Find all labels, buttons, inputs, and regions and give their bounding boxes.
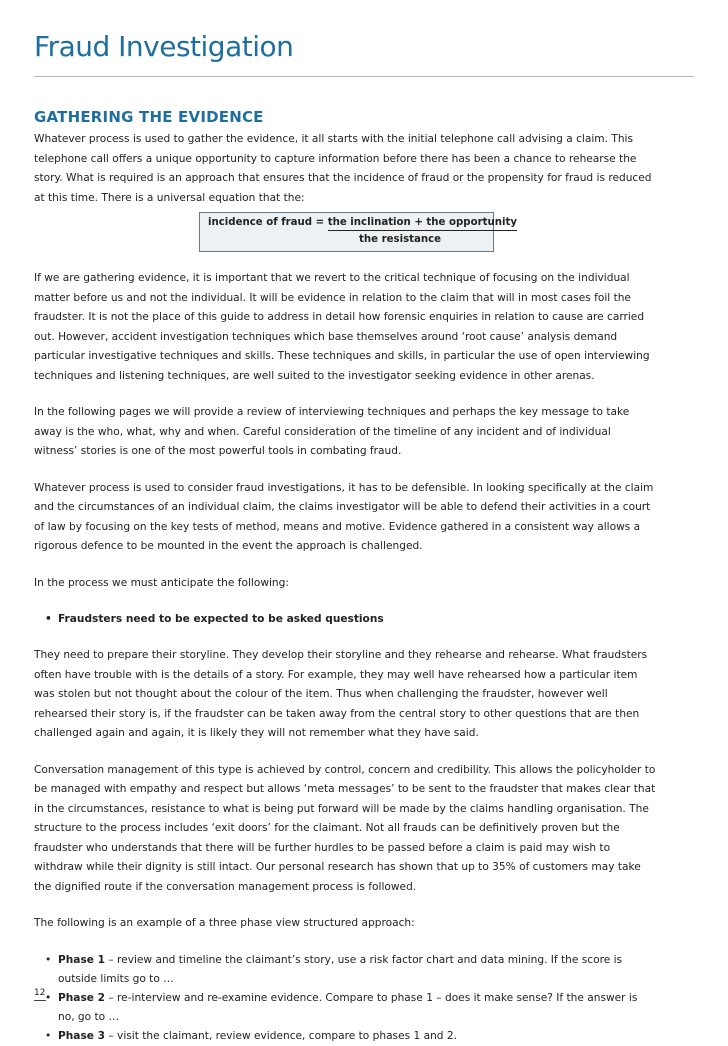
page-number: 12: [34, 988, 46, 998]
fraud-equation-box: [199, 212, 517, 252]
main-content: [34, 108, 656, 1046]
equation-numerator: the inclination + the opportunity: [328, 217, 517, 231]
list-item: [34, 989, 656, 1027]
bullet-icon: •: [45, 991, 52, 1004]
phase-label: Phase 3: [58, 1029, 106, 1042]
paragraph-defensible: Whatever process is used to consider fraud investigations, it has to be defensible. In looking specifically at the claim and the circumstances of an individual claim, the claims investigator will be able to defend their activities in a court of law by focusing on the key tests of method, means and motive. Evidence gathered in a consistent way allows a rigorous defence to be mounted in the event the approach is challenged.: [34, 481, 654, 552]
paragraph-interviewing: In the following pages we will provide a review of interviewing techniques and perhaps the key message to take away is the who, what, why and when. Careful consideration of the timeline of any incident and of individual witness’ stories is one of the most powerful tools in combating fraud.: [34, 406, 630, 457]
paragraph-storyline: They need to prepare their storyline. They develop their storyline and they rehearse and rehearse. What fraudsters often have trouble with is the details of a story. For example, they may well have rehearsed how a particular item was stolen but not thought about the colour of the item. Thus when challenging the fraudster, however well rehearsed their story is, if the fraudster can be taken away from the central story to other questions that are then challenged again and again, it is likely they will not remember what they have said.: [34, 649, 648, 739]
list-item: [34, 610, 656, 629]
page-number-underline: [34, 1000, 46, 1001]
list-item: [34, 1027, 656, 1046]
equation-denominator: the resistance: [359, 234, 442, 245]
bullet-icon: •: [45, 613, 52, 625]
section-heading: GATHERING THE EVIDENCE: [34, 108, 264, 126]
page-title: Fraud Investigation: [34, 30, 294, 63]
phase-label: Phase 2: [58, 991, 106, 1004]
equation-lhs: incidence of fraud =: [208, 217, 328, 228]
paragraph-conversation-management: Conversation management of this type is achieved by control, concern and credibility. This allows the policyholder to be managed with empathy and respect but allows ‘meta messages’ to be sent to the fraudster that makes clear that in the circumstances, resistance to what is being put forward will be made by the claims handling organisation. The structure to the process includes ‘exit doors’ for the claimant. Not all frauds can be definitively proven but the fraudster who understands that there will be further hurdles to be passed before a claim is paid may wish to withdraw while their dignity is still intact. Our personal research has shown that up to 35% of customers may take the dignified route if the conversation management process is followed.: [34, 763, 656, 893]
list-item: [34, 951, 656, 989]
phase-text: – re-interview and re-examine evidence. Compare to phase 1 – does it make sense? If the answer is no, go to …: [58, 991, 638, 1023]
paragraph-three-phase: The following is an example of a three phase view structured approach:: [34, 917, 415, 929]
title-divider: [34, 76, 694, 77]
paragraph-anticipate: In the process we must anticipate the following:: [34, 576, 289, 589]
phase-text: – review and timeline the claimant’s story, use a risk factor chart and data mining. If the score is outside limits go to …: [58, 953, 623, 985]
bullet-icon: •: [45, 953, 52, 966]
phase-list: [34, 951, 656, 1046]
list-item-text: Fraudsters need to be expected to be asked questions: [58, 613, 384, 625]
anticipate-list: [34, 610, 656, 629]
paragraph-gathering-evidence: If we are gathering evidence, it is important that we revert to the critical technique of focusing on the individual matter before us and not the individual. It will be evidence in relation to the claim that will in most cases foil the fraudster. It is not the place of this guide to address in detail how forensic enquiries in relation to cause are carried out. However, accident investigation techniques which base themselves around ‘root cause’ analysis demand particular investigative techniques and skills. These techniques and skills, in particular the use of open interviewing techniques and listening techniques, are well suited to the investigator seeking evidence in other arenas.: [34, 272, 650, 382]
bullet-icon: •: [45, 1029, 52, 1042]
paragraph-intro: Whatever process is used to gather the evidence, it all starts with the initial telephone call advising a claim. This telephone call offers a unique opportunity to capture information before there has been a chance to rehearse the story. What is required is an approach that ensures that the incidence of fraud or the propensity for fraud is reduced at this time. There is a universal equation that the:: [34, 133, 652, 204]
equation-top-line: [208, 217, 517, 228]
phase-text: – visit the claimant, review evidence, compare to phases 1 and 2.: [105, 1029, 457, 1042]
phase-label: Phase 1: [58, 953, 106, 966]
